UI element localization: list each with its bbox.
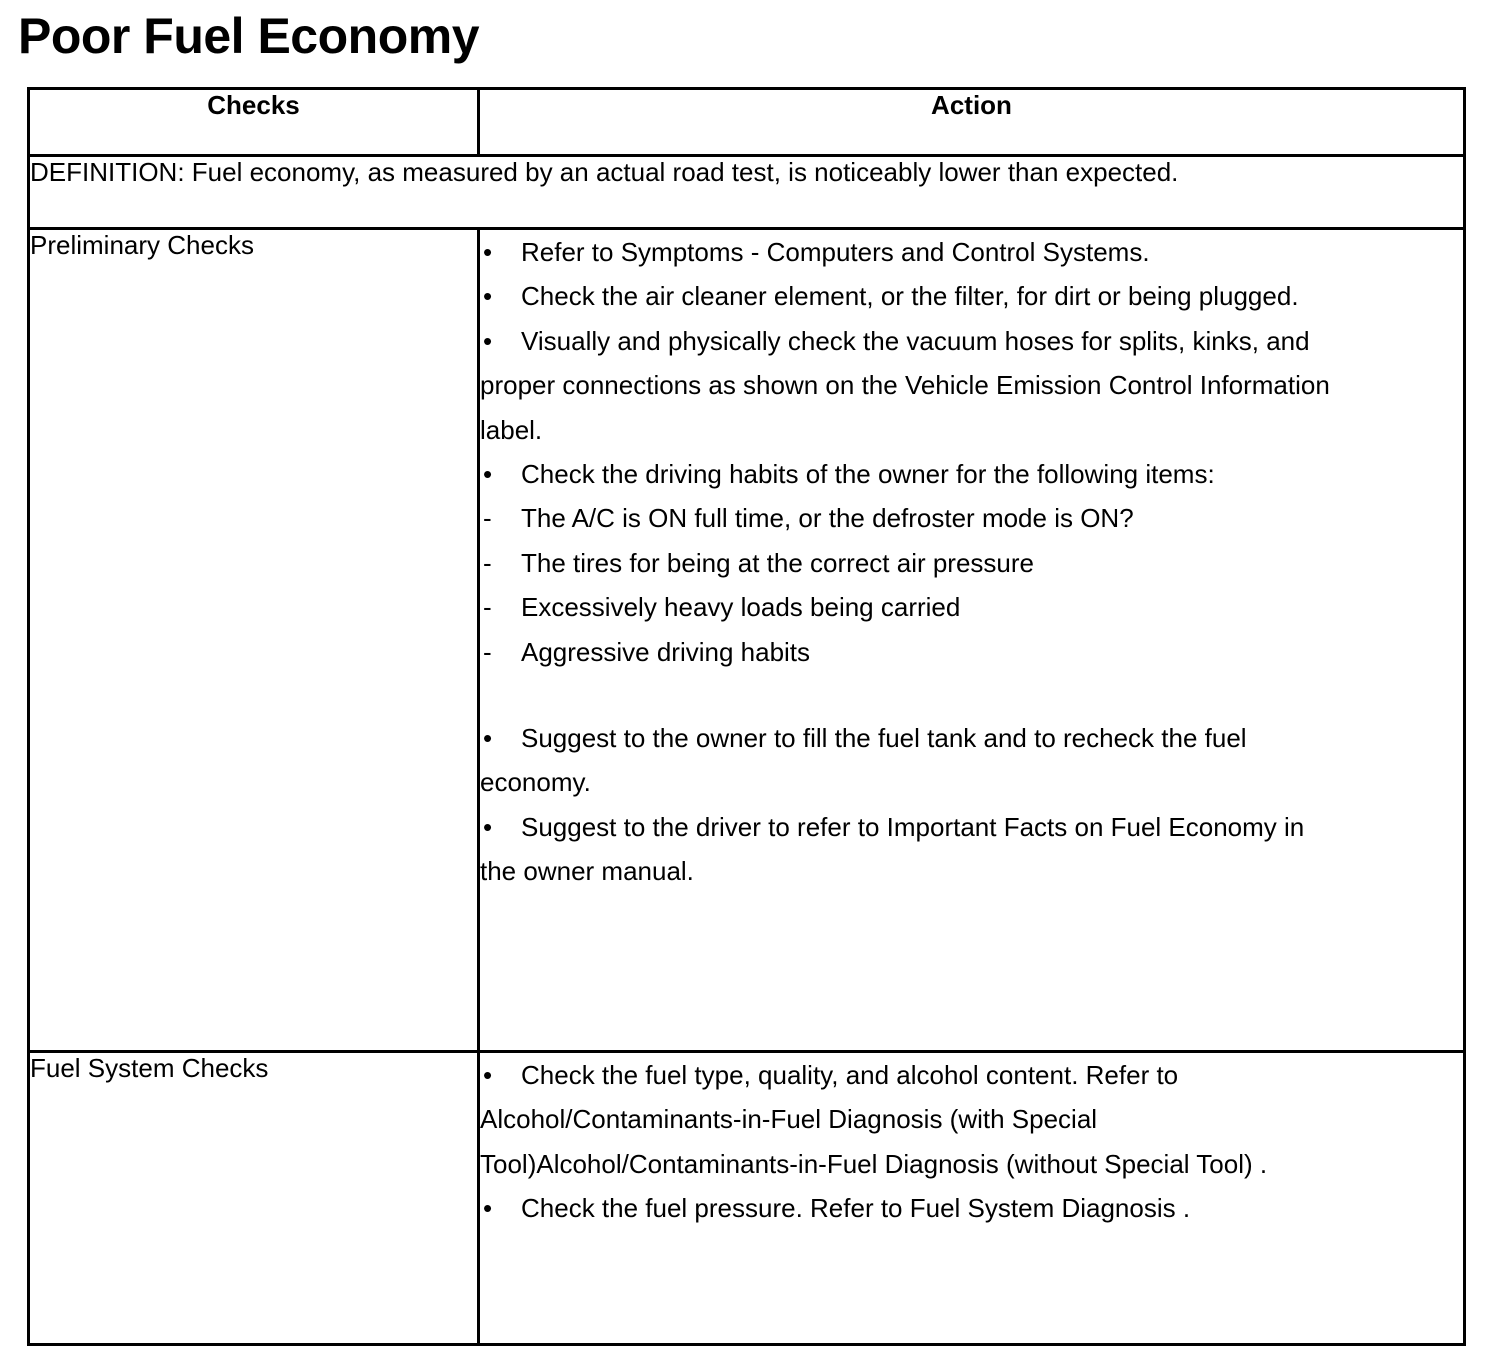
action-item [480,274,1330,318]
action-item-text: Refer to Symptoms - Computers and Control Systems. [521,237,1150,267]
action-item [480,230,1330,274]
bullet-marker: • [483,325,493,356]
action-item [480,805,1330,894]
header-row [29,89,1465,156]
action-sub-item [480,585,1330,629]
bullet-marker: • [483,459,493,490]
diagnosis-table [27,87,1466,1346]
dash-marker: - [483,547,492,578]
action-item-text: Suggest to the driver to refer to Important Facts on Fuel Economy in the owner manual. [480,811,1305,887]
definition-text: DEFINITION: Fuel economy, as measured by an actual road test, is noticeably lower than expected. [29,156,1465,229]
action-item-text: The tires for being at the correct air pressure [521,547,1035,578]
action-item [480,1053,1330,1186]
bullet-marker: • [483,1060,493,1090]
bullet-marker: • [483,811,493,842]
action-sub-item [480,630,1330,674]
action-sub-item [480,496,1330,540]
action-item-text: Aggressive driving habits [521,636,811,667]
action-list [480,230,1330,894]
bullet-marker: • [483,237,493,267]
column-header-action: Action [479,89,1465,156]
list-spacer [480,674,1330,716]
bullet-marker: • [483,1193,493,1224]
action-list [480,1053,1330,1231]
page-title: Poor Fuel Economy [18,8,480,64]
action-item [480,452,1330,496]
action-item [480,1186,1330,1230]
action-item-text: Check the fuel type, quality, and alcohol content. Refer to Alcohol/Contaminants-in-Fuel Diagnosis (with Special Tool)Alcohol/Contaminants-in-Fuel Diagnosis (without Special Tool) . [480,1060,1268,1179]
dash-marker: - [483,636,492,667]
action-item-text: Excessively heavy loads being carried [521,592,961,623]
action-item-text: Suggest to the owner to fill the fuel tank and to recheck the fuel economy. [480,723,1247,798]
column-header-checks: Checks [29,89,479,156]
action-item [480,319,1330,452]
check-name-cell: Preliminary Checks [29,229,479,1052]
action-item-text: Visually and physically check the vacuum hoses for splits, kinks, and proper connections as shown on the Vehicle Emission Control Information label. [480,325,1330,445]
bullet-marker: • [483,281,493,312]
action-item-text: The A/C is ON full time, or the defroster mode is ON? [521,503,1134,534]
check-name-cell: Fuel System Checks [29,1052,479,1345]
action-item-text: Check the driving habits of the owner for the following items: [521,459,1215,490]
table-row-preliminary-checks [29,229,1465,1052]
action-cell [479,229,1465,1052]
action-item-text: Check the air cleaner element, or the filter, for dirt or being plugged. [521,281,1299,312]
action-item-text: Check the fuel pressure. Refer to Fuel System Diagnosis . [521,1193,1191,1224]
action-cell [479,1052,1465,1345]
dash-marker: - [483,592,492,623]
action-item [480,716,1330,805]
definition-row [29,156,1465,229]
bullet-marker: • [483,723,493,754]
dash-marker: - [483,503,492,534]
action-sub-item [480,541,1330,585]
table-row-fuel-system-checks [29,1052,1465,1345]
